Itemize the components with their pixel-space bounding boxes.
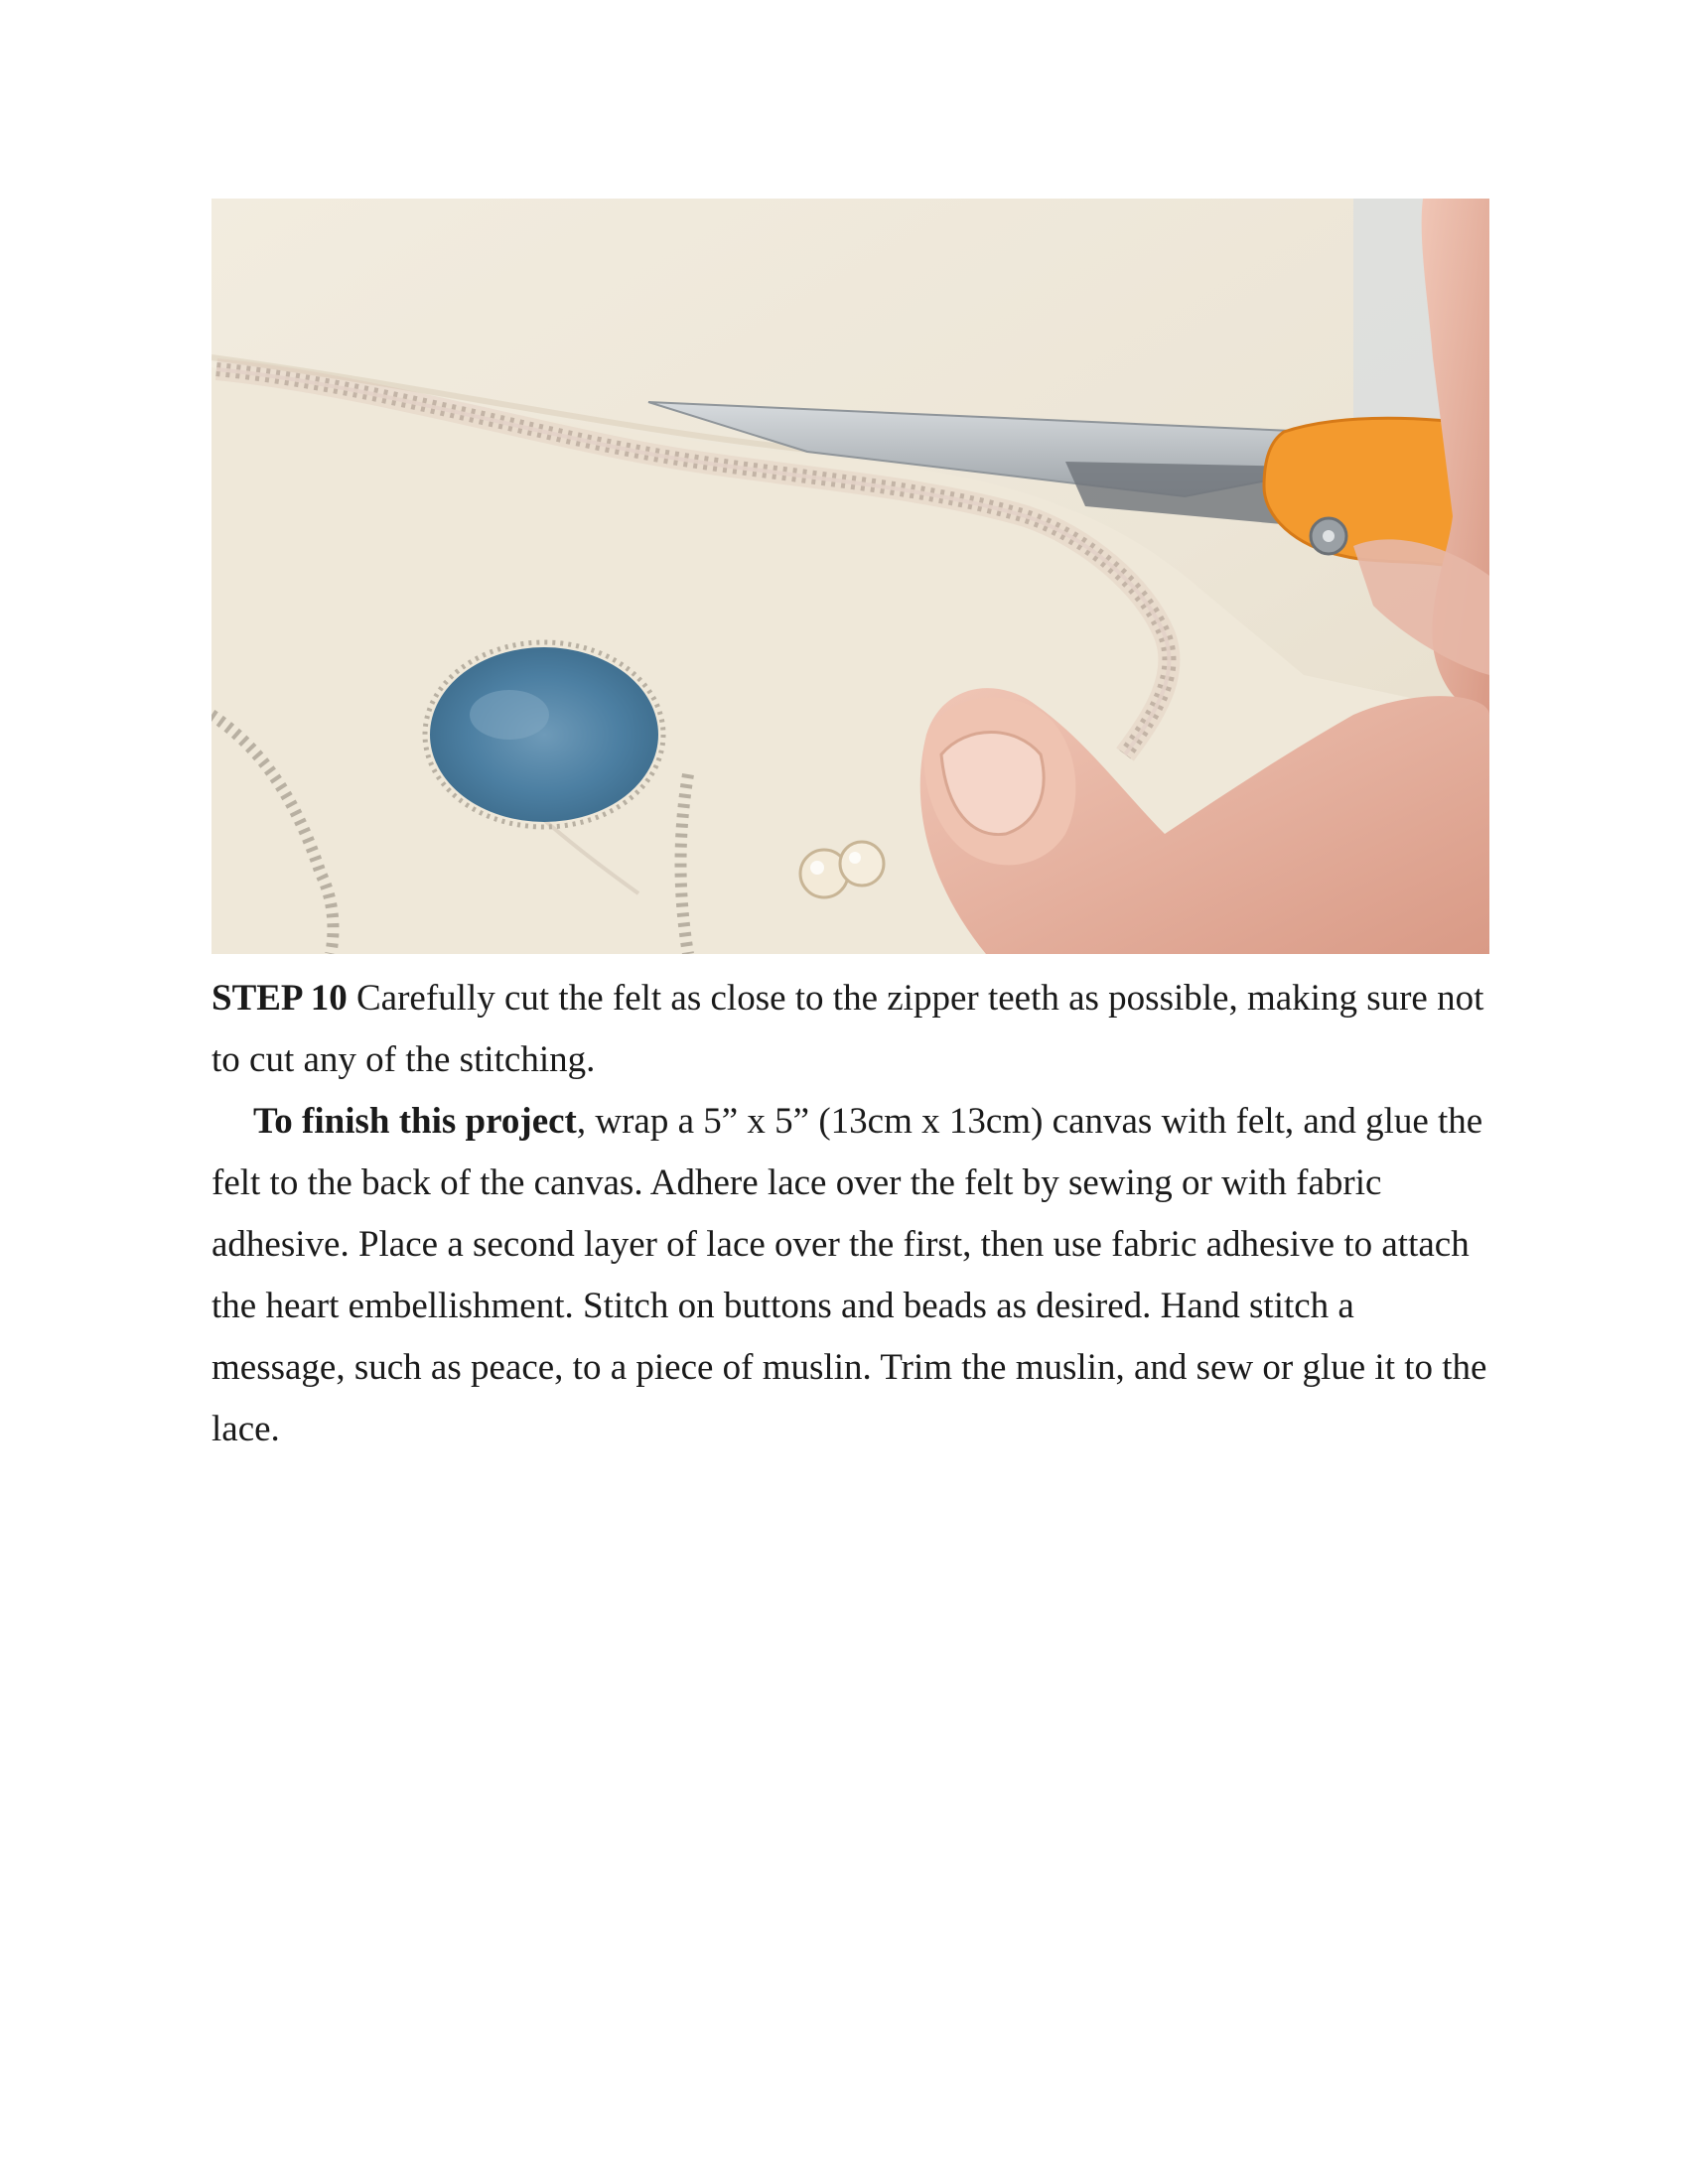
finish-label: To finish this project (253, 1101, 577, 1142)
finish-paragraph (211, 1091, 1489, 1460)
step-label: STEP 10 (211, 978, 348, 1019)
instructions (211, 968, 1489, 1460)
step-text: Carefully cut the felt as close to the zipper teeth as possible, making sure not to cut any of the stitching. (211, 978, 1484, 1080)
step-paragraph (211, 968, 1489, 1091)
finish-text: , wrap a 5” x 5” (13cm x 13cm) canvas with felt, and glue the felt to the back of the canvas. Adhere lace over the felt by sewing or with fabric adhesive. Place a second layer of lace over the first, then use fabric adhesive to attach the heart embellishment. Stitch on buttons and beads as desired. Hand stitch a message, such as peace, to a piece of muslin. Trim the muslin, and sew or glue it to the lace. (211, 1101, 1487, 1449)
step-photo (211, 199, 1489, 954)
